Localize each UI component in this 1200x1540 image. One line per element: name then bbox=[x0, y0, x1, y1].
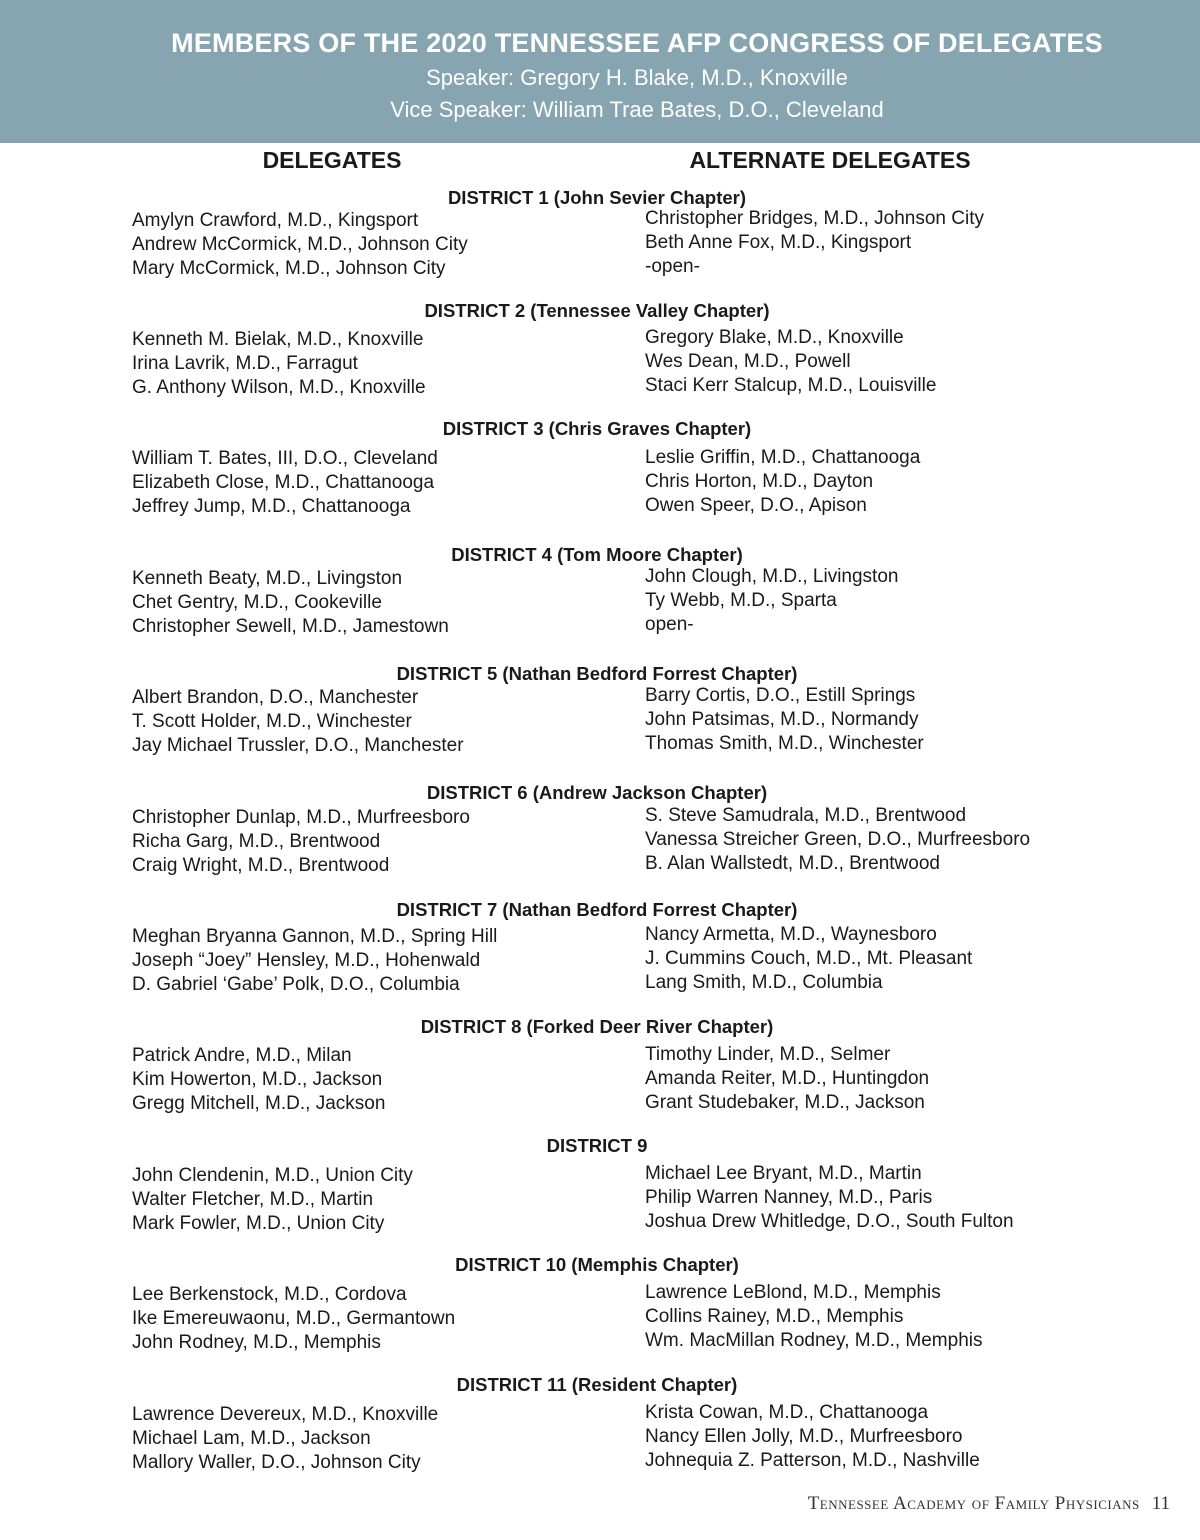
delegate-entry: Lawrence Devereux, M.D., Knoxville bbox=[132, 1404, 439, 1425]
district-title: DISTRICT 3 (Chris Graves Chapter) bbox=[442, 418, 752, 439]
alternates-list bbox=[645, 446, 920, 518]
alternate-entry: B. Alan Wallstedt, M.D., Brentwood bbox=[645, 853, 940, 874]
delegate-entry: Andrew McCormick, M.D., Johnson City bbox=[132, 234, 468, 255]
delegate-entry: Joseph “Joey” Hensley, M.D., Hohenwald bbox=[132, 950, 481, 971]
delegate-entry: Albert Brandon, D.O., Manchester bbox=[132, 687, 419, 708]
alternate-entry: Lawrence LeBlond, M.D., Memphis bbox=[645, 1282, 941, 1303]
alternate-entry: Michael Lee Bryant, M.D., Martin bbox=[645, 1163, 922, 1184]
district-title: DISTRICT 4 (Tom Moore Chapter) bbox=[451, 544, 743, 565]
delegate-entry: Kenneth M. Bielak, M.D., Knoxville bbox=[132, 329, 424, 350]
district-title: DISTRICT 6 (Andrew Jackson Chapter) bbox=[426, 782, 768, 803]
alternate-entry: John Patsimas, M.D., Normandy bbox=[645, 709, 919, 730]
delegate-entry: Kenneth Beaty, M.D., Livingston bbox=[132, 568, 403, 589]
district-title: DISTRICT 7 (Nathan Bedford Forrest Chapter) bbox=[396, 899, 798, 920]
alternates-list bbox=[645, 923, 972, 995]
delegate-entry: Walter Fletcher, M.D., Martin bbox=[132, 1189, 374, 1210]
alternate-entry: John Clough, M.D., Livingston bbox=[645, 566, 899, 587]
alternate-entry: -open- bbox=[645, 256, 700, 277]
alternate-entry: Beth Anne Fox, M.D., Kingsport bbox=[645, 232, 912, 253]
delegate-entry: Craig Wright, M.D., Brentwood bbox=[132, 855, 390, 876]
delegate-entry: Richa Garg, M.D., Brentwood bbox=[132, 831, 381, 852]
alternate-entry: Leslie Griffin, M.D., Chattanooga bbox=[645, 447, 921, 468]
alternate-entry: J. Cummins Couch, M.D., Mt. Pleasant bbox=[645, 948, 973, 969]
alternates-list bbox=[645, 565, 898, 637]
delegate-entry: Mary McCormick, M.D., Johnson City bbox=[132, 258, 446, 279]
alternates-list bbox=[645, 1281, 983, 1353]
speaker-line: Speaker: Gregory H. Blake, M.D., Knoxville bbox=[426, 65, 848, 90]
alternate-entry: Owen Speer, D.O., Apison bbox=[645, 495, 867, 516]
delegate-entry: Chet Gentry, M.D., Cookeville bbox=[132, 592, 382, 613]
district-title: DISTRICT 2 (Tennessee Valley Chapter) bbox=[424, 300, 770, 321]
alternate-entry: Chris Horton, M.D., Dayton bbox=[645, 471, 874, 492]
alternate-entry: Grant Studebaker, M.D., Jackson bbox=[645, 1092, 925, 1113]
alternate-entry: Johnequia Z. Patterson, M.D., Nashville bbox=[645, 1450, 980, 1471]
delegate-entry: Christopher Dunlap, M.D., Murfreesboro bbox=[132, 807, 470, 828]
alternates-list bbox=[645, 1162, 1014, 1234]
delegate-entry: G. Anthony Wilson, M.D., Knoxville bbox=[132, 377, 426, 398]
delegate-entry: Meghan Bryanna Gannon, M.D., Spring Hill bbox=[132, 926, 498, 947]
alternate-entry: Ty Webb, M.D., Sparta bbox=[645, 590, 837, 611]
delegates-list bbox=[132, 925, 497, 997]
alternate-entry: Nancy Armetta, M.D., Waynesboro bbox=[645, 924, 937, 945]
alternates-heading: ALTERNATE DELEGATES bbox=[689, 147, 971, 173]
delegate-entry: John Rodney, M.D., Memphis bbox=[132, 1332, 381, 1353]
delegate-entry: John Clendenin, M.D., Union City bbox=[132, 1165, 413, 1186]
alternate-entry: Gregory Blake, M.D., Knoxville bbox=[645, 327, 904, 348]
alternate-entry: Nancy Ellen Jolly, M.D., Murfreesboro bbox=[645, 1426, 963, 1447]
delegates-heading: DELEGATES bbox=[262, 147, 402, 173]
delegates-list bbox=[132, 447, 438, 519]
delegates-list bbox=[132, 209, 468, 281]
district-title: DISTRICT 8 (Forked Deer River Chapter) bbox=[420, 1016, 774, 1037]
delegate-entry: Jay Michael Trussler, D.O., Manchester bbox=[132, 735, 464, 756]
delegate-entry: T. Scott Holder, M.D., Winchester bbox=[132, 711, 412, 732]
delegates-list bbox=[132, 1164, 413, 1236]
page-number: 11 bbox=[1151, 1493, 1170, 1514]
delegates-list bbox=[132, 1044, 385, 1116]
delegate-entry: D. Gabriel ‘Gabe’ Polk, D.O., Columbia bbox=[132, 974, 460, 995]
alternates-list bbox=[645, 326, 936, 398]
alternate-entry: Collins Rainey, M.D., Memphis bbox=[645, 1306, 904, 1327]
alternate-entry: Joshua Drew Whitledge, D.O., South Fulton bbox=[645, 1211, 1014, 1232]
delegate-entry: Kim Howerton, M.D., Jackson bbox=[132, 1069, 383, 1090]
district-title: DISTRICT 10 (Memphis Chapter) bbox=[455, 1254, 739, 1275]
alternate-entry: Philip Warren Nanney, M.D., Paris bbox=[645, 1187, 933, 1208]
vice-speaker-line: Vice Speaker: William Trae Bates, D.O., Cleveland bbox=[390, 97, 884, 122]
alternate-entry: Vanessa Streicher Green, D.O., Murfreesboro bbox=[645, 829, 1031, 850]
delegate-entry: Elizabeth Close, M.D., Chattanooga bbox=[132, 472, 435, 493]
alternates-list bbox=[645, 684, 924, 756]
delegate-entry: Patrick Andre, M.D., Milan bbox=[132, 1045, 352, 1066]
alternate-entry: Amanda Reiter, M.D., Huntingdon bbox=[645, 1068, 930, 1089]
page-title: MEMBERS OF THE 2020 TENNESSEE AFP CONGRESS OF DELEGATES bbox=[171, 28, 1103, 58]
delegates-list bbox=[132, 567, 449, 639]
delegates-list bbox=[132, 1403, 438, 1475]
alternate-entry: Thomas Smith, M.D., Winchester bbox=[645, 733, 924, 754]
alternates-list bbox=[645, 1043, 929, 1115]
delegate-entry: Michael Lam, M.D., Jackson bbox=[132, 1428, 371, 1449]
alternate-entry: Barry Cortis, D.O., Estill Springs bbox=[645, 685, 916, 706]
delegate-entry: Mallory Waller, D.O., Johnson City bbox=[132, 1452, 421, 1473]
alternate-entry: Lang Smith, M.D., Columbia bbox=[645, 972, 883, 993]
alternates-list bbox=[645, 804, 1030, 876]
delegates-list bbox=[132, 806, 470, 878]
delegate-entry: Ike Emereuwaonu, M.D., Germantown bbox=[132, 1308, 456, 1329]
alternate-entry: Krista Cowan, M.D., Chattanooga bbox=[645, 1402, 929, 1423]
footer-org: Tennessee Academy of Family Physicians bbox=[807, 1493, 1140, 1514]
delegates-list bbox=[132, 686, 464, 758]
district-title: DISTRICT 1 (John Sevier Chapter) bbox=[447, 187, 747, 208]
header-banner bbox=[0, 0, 1200, 143]
alternate-entry: Staci Kerr Stalcup, M.D., Louisville bbox=[645, 375, 937, 396]
delegate-entry: Christopher Sewell, M.D., Jamestown bbox=[132, 616, 449, 637]
alternate-entry: Christopher Bridges, M.D., Johnson City bbox=[645, 208, 984, 229]
district-title: DISTRICT 9 bbox=[546, 1135, 648, 1156]
alternate-entry: Wm. MacMillan Rodney, M.D., Memphis bbox=[645, 1330, 983, 1351]
alternates-list bbox=[645, 207, 984, 279]
delegate-entry: Jeffrey Jump, M.D., Chattanooga bbox=[132, 496, 411, 517]
delegate-entry: Lee Berkenstock, M.D., Cordova bbox=[132, 1284, 407, 1305]
delegate-entry: Irina Lavrik, M.D., Farragut bbox=[132, 353, 358, 374]
district-title: DISTRICT 11 (Resident Chapter) bbox=[456, 1374, 738, 1395]
alternate-entry: Timothy Linder, M.D., Selmer bbox=[645, 1044, 891, 1065]
alternates-list bbox=[645, 1401, 980, 1473]
alternate-entry: open- bbox=[645, 614, 694, 635]
delegate-entry: Gregg Mitchell, M.D., Jackson bbox=[132, 1093, 386, 1114]
alternate-entry: S. Steve Samudrala, M.D., Brentwood bbox=[645, 805, 967, 826]
page-footer bbox=[808, 1493, 1170, 1515]
district-title: DISTRICT 5 (Nathan Bedford Forrest Chapter) bbox=[396, 663, 798, 684]
delegates-list bbox=[132, 1283, 455, 1355]
alternate-entry: Wes Dean, M.D., Powell bbox=[645, 351, 851, 372]
delegate-entry: Amylyn Crawford, M.D., Kingsport bbox=[132, 210, 419, 231]
delegates-list bbox=[132, 328, 426, 400]
delegate-entry: William T. Bates, III, D.O., Cleveland bbox=[132, 448, 438, 469]
delegate-entry: Mark Fowler, M.D., Union City bbox=[132, 1213, 385, 1234]
